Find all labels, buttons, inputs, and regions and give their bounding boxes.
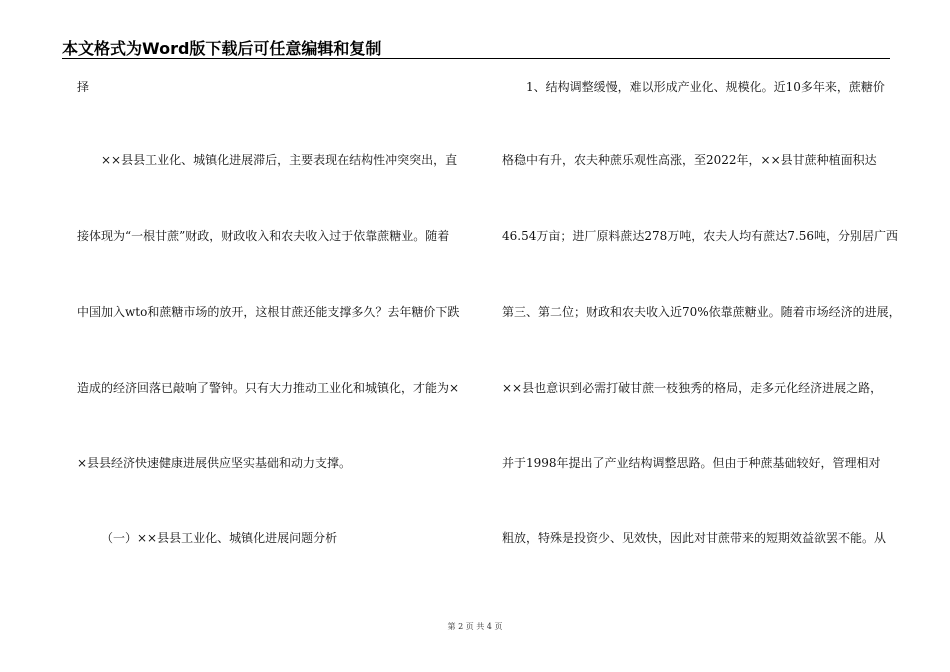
text-line: 造成的经济回落已敲响了警钟。只有大力推动工业化和城镇化，才能为× (77, 381, 460, 395)
text-line: 粗放，特殊是投资少、见效快，因此对甘蔗带来的短期效益欲罢不能。从 (502, 531, 887, 545)
text-line: 并于1998年提出了产业结构调整思路。但由于种蔗基础较好，管理相对 (502, 456, 881, 470)
page-number-footer: 第 2 页 共 4 页 (447, 622, 503, 631)
text-line: ××县县工业化、城镇化进展滞后，主要表现在结构性冲突突出，直 (101, 153, 458, 167)
text-line: 格稳中有升，农夫种蔗乐观性高涨，至2022年，××县甘蔗种植面积达 (502, 153, 877, 167)
document-header-title: 本文格式为Word版下载后可任意编辑和复制 (62, 39, 382, 58)
text-line: 1、结构调整缓慢，难以形成产业化、规模化。近10多年来，蔗糖价 (526, 80, 885, 94)
text-line: 择 (77, 80, 90, 94)
text-line: 46.54万亩；进厂原料蔗达278万吨，农夫人均有蔗达7.56吨，分别居广西 (502, 229, 898, 243)
section-heading: （一）××县县工业化、城镇化进展问题分析 (101, 531, 338, 545)
text-line: ×县县经济快速健康进展供应坚实基础和动力支撑。 (77, 456, 352, 470)
text-line: ××县也意识到必需打破甘蔗一枝独秀的格局，走多元化经济进展之路， (502, 381, 883, 395)
header-divider (62, 58, 890, 59)
text-line: 第三、第二位；财政和农夫收入近70%依靠蔗糖业。随着市场经济的进展， (502, 305, 901, 319)
text-line: 中国加入wto和蔗糖市场的放开，这根甘蔗还能支撑多久？去年糖价下跌 (77, 305, 460, 319)
text-line: 接体现为“一根甘蔗”财政，财政收入和农夫收入过于依靠蔗糖业。随着 (77, 229, 450, 243)
